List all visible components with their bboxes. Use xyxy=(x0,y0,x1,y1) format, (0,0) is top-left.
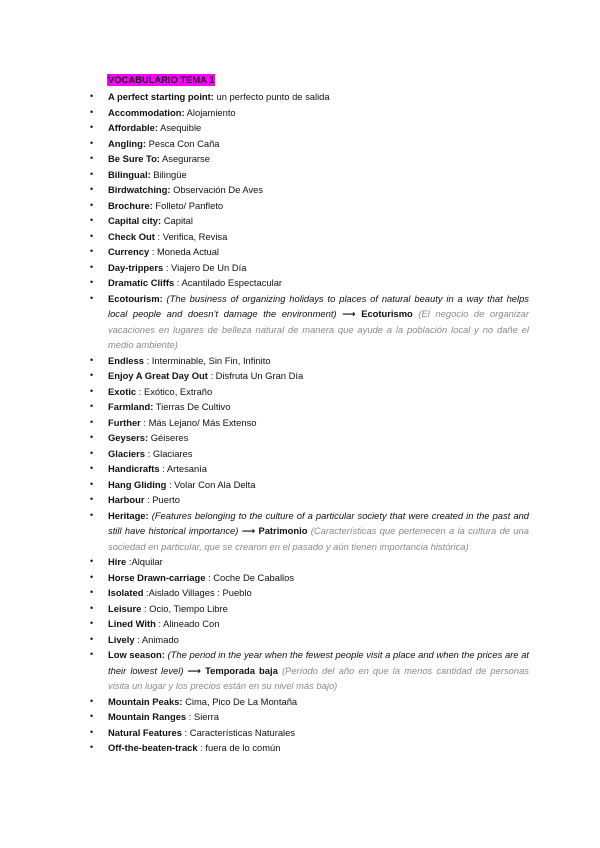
vocab-term: Low season: xyxy=(108,649,165,660)
vocab-translation: Tierras De Cultivo xyxy=(153,401,231,412)
arrow-icon: ⟶ xyxy=(183,664,206,676)
page-title: VOCABULARIO TEMA 1 xyxy=(108,74,215,85)
list-item xyxy=(90,198,529,214)
vocab-translation: : Características Naturales xyxy=(181,726,296,738)
list-item xyxy=(90,725,529,741)
vocab-translation: : Artesanía xyxy=(159,463,208,474)
vocab-term: Enjoy A Great Day Out xyxy=(108,370,208,381)
vocab-term: Dramatic Cliffs xyxy=(108,277,175,288)
bullet-icon: • xyxy=(90,711,94,721)
bullet-icon: • xyxy=(90,478,94,489)
bullet-icon: • xyxy=(90,215,94,225)
vocab-translation: Asegurarse xyxy=(159,153,210,164)
vocab-spanish-definition: (Características que pertenecen a la cultura de una sociedad en particular, que se crearon en el pasado y aún tienen importancia histórica) xyxy=(108,525,529,552)
bullet-icon: • xyxy=(90,122,94,132)
arrow-icon: ⟶ xyxy=(336,308,362,319)
list-item xyxy=(90,446,529,462)
bullet-icon: • xyxy=(90,277,94,287)
vocab-translation: : Viajero De Un Día xyxy=(163,261,247,273)
bullet-icon: • xyxy=(90,230,94,241)
list-item xyxy=(90,151,529,167)
vocab-term: Brochure: xyxy=(108,199,153,211)
vocab-term: Farmland: xyxy=(108,401,154,412)
vocab-translation: : Sierra xyxy=(186,711,219,722)
list-item xyxy=(90,260,529,276)
list-item xyxy=(90,105,529,121)
list-item xyxy=(90,570,529,586)
list-item xyxy=(90,353,529,369)
bullet-icon: • xyxy=(90,416,94,427)
vocab-term: Off-the-beaten-track xyxy=(108,742,198,753)
bullet-icon: • xyxy=(90,432,94,442)
vocab-term: Leisure xyxy=(108,602,142,614)
bullet-icon: • xyxy=(90,742,94,752)
bullet-icon: • xyxy=(90,649,94,659)
vocab-term: Be Sure To: xyxy=(108,153,160,164)
vocab-term: Affordable: xyxy=(108,122,158,133)
bullet-icon: • xyxy=(90,168,94,179)
vocab-translation: : fuera de lo común xyxy=(197,742,281,753)
bullet-icon: • xyxy=(90,726,94,737)
list-item xyxy=(90,477,529,493)
vocab-term: Birdwatching: xyxy=(108,184,171,195)
vocab-translation: Cima, Pico De La Montaña xyxy=(182,695,298,707)
vocab-term: Day-trippers xyxy=(108,261,164,273)
vocab-term: Hire xyxy=(108,556,127,567)
vocab-term: Currency xyxy=(108,246,150,257)
vocab-term: Check Out xyxy=(108,230,155,242)
list-item xyxy=(90,229,529,245)
list-item xyxy=(90,399,529,415)
arrow-icon: ⟶ xyxy=(238,525,259,536)
vocab-english-definition: (Features belonging to the culture of a particular society that were created in the past and still have historical importance) xyxy=(108,509,529,536)
bullet-icon: • xyxy=(90,292,94,303)
list-item xyxy=(90,585,529,601)
vocab-term: Accommodation: xyxy=(108,106,185,118)
vocab-translation: : Exótico, Extraño xyxy=(136,385,213,397)
list-item xyxy=(90,244,529,260)
list-item xyxy=(90,291,529,353)
list-item xyxy=(90,709,529,725)
bullet-icon: • xyxy=(90,199,94,210)
vocab-term: Glaciers xyxy=(108,447,146,459)
bullet-icon: • xyxy=(90,354,94,365)
list-item xyxy=(90,492,529,508)
vocab-translation: : Coche De Caballos xyxy=(205,571,295,583)
vocab-english-definition: (The business of organizing holidays to places of natural beauty in a way that helps local people and doesn’t damage the environment) xyxy=(108,292,529,319)
vocabulary-list xyxy=(0,89,600,756)
list-item xyxy=(90,136,529,152)
list-item xyxy=(90,740,529,756)
list-item xyxy=(90,601,529,617)
vocab-term: Handicrafts xyxy=(108,463,160,474)
vocab-translation: : Alineado Con xyxy=(155,618,220,629)
list-item xyxy=(90,461,529,477)
list-item xyxy=(90,508,529,555)
bullet-icon: • xyxy=(90,137,94,148)
vocab-term: Horse Drawn-carriage xyxy=(108,571,206,583)
vocab-translation: : Disfruta Un Gran Día xyxy=(207,370,304,381)
vocab-term: Further xyxy=(108,416,141,428)
bullet-icon: • xyxy=(90,571,94,582)
list-item xyxy=(90,213,529,229)
vocab-translation: :Alquilar xyxy=(126,556,163,567)
vocab-translation: : Animado xyxy=(134,633,179,645)
vocab-translation: : Interminable, Sin Fin, Infinito xyxy=(143,354,271,366)
bullet-icon: • xyxy=(90,153,94,163)
list-item xyxy=(90,415,529,431)
vocab-term: Mountain Peaks: xyxy=(108,695,183,707)
bullet-icon: • xyxy=(90,184,94,194)
list-item xyxy=(90,384,529,400)
list-item xyxy=(90,616,529,632)
vocab-term: A perfect starting point: xyxy=(108,91,214,102)
vocab-translation: Alojamiento xyxy=(184,106,236,118)
bullet-icon: • xyxy=(90,494,94,504)
bullet-icon: • xyxy=(90,695,94,706)
vocab-translation: Patrimonio xyxy=(258,525,308,536)
vocab-translation: : Ocio, Tiempo Libre xyxy=(141,602,228,614)
bullet-icon: • xyxy=(90,246,94,256)
list-item xyxy=(90,89,529,105)
list-item xyxy=(90,647,530,694)
vocab-translation: Asequible xyxy=(158,122,202,133)
vocab-term: Harbour xyxy=(108,494,145,505)
list-item xyxy=(90,694,529,710)
vocab-translation: Capital xyxy=(161,215,193,226)
vocab-translation: Folleto/ Panfleto xyxy=(152,199,224,211)
vocab-term: Natural Features xyxy=(108,726,182,738)
vocab-term: Lively xyxy=(108,633,135,645)
bullet-icon: • xyxy=(90,556,94,566)
bullet-icon: • xyxy=(90,633,94,644)
vocab-translation: : Más Lejano/ Más Extenso xyxy=(140,416,257,428)
bullet-icon: • xyxy=(90,618,94,628)
vocab-translation: Ecoturismo xyxy=(361,308,413,319)
list-item xyxy=(90,167,529,183)
bullet-icon: • xyxy=(90,509,94,520)
bullet-icon: • xyxy=(90,91,94,101)
vocab-term: Endless xyxy=(108,354,144,366)
vocab-spanish-definition: (El negocio de organizar vacaciones en lugares de belleza natural de manera que ayude a la población local y no dañe el medio ambiente) xyxy=(108,308,529,350)
vocab-term: Angling: xyxy=(108,137,147,149)
vocab-translation: :Aislado Villages : Pueblo xyxy=(143,587,252,598)
bullet-icon: • xyxy=(90,106,94,117)
vocab-term: Isolated xyxy=(108,587,144,598)
vocab-translation: Temporada baja xyxy=(205,664,278,676)
vocab-term: Exotic xyxy=(108,385,137,397)
bullet-icon: • xyxy=(90,401,94,411)
list-item xyxy=(90,275,529,291)
vocab-term: Lined With xyxy=(108,618,156,629)
vocab-translation: : Volar Con Ala Delta xyxy=(166,478,256,490)
vocab-translation: : Acantilado Espectacular xyxy=(174,277,283,288)
vocab-translation: Observación De Aves xyxy=(170,184,264,195)
list-item xyxy=(90,554,529,570)
list-item xyxy=(90,120,529,136)
vocab-translation: un perfecto punto de salida xyxy=(213,91,330,102)
vocab-translation: : Verifica, Revisa xyxy=(154,230,228,242)
vocab-translation: : Moneda Actual xyxy=(149,246,220,257)
list-item xyxy=(90,368,529,384)
bullet-icon: • xyxy=(90,385,94,396)
bullet-icon: • xyxy=(90,370,94,380)
vocab-english-definition: (The period in the year when the fewest people visit a place and when the prices are at their lowest level) xyxy=(108,649,530,676)
vocab-translation: : Puerto xyxy=(144,494,180,505)
vocab-spanish-definition: (Período del año en que la menos cantidad de personas visita un lugar y los precios están en su nivel más bajo) xyxy=(108,664,529,691)
vocab-translation: Bilingüe xyxy=(150,168,187,180)
bullet-icon: • xyxy=(90,261,94,272)
vocab-term: Ecotourism: xyxy=(108,292,163,304)
vocab-term: Geysers: xyxy=(108,432,149,443)
list-item xyxy=(90,430,529,446)
vocab-term: Capital city: xyxy=(108,215,162,226)
vocab-term: Heritage: xyxy=(108,509,149,521)
vocab-translation: Pesca Con Caña xyxy=(146,137,220,149)
bullet-icon: • xyxy=(90,447,94,458)
vocab-translation: Géiseres xyxy=(148,432,189,443)
list-item xyxy=(90,632,529,648)
bullet-icon: • xyxy=(90,587,94,597)
vocab-term: Mountain Ranges xyxy=(108,711,187,722)
vocab-term: Hang Gliding xyxy=(108,478,167,490)
vocab-term: Bilingual: xyxy=(108,168,151,180)
bullet-icon: • xyxy=(90,602,94,613)
list-item xyxy=(90,182,529,198)
bullet-icon: • xyxy=(90,463,94,473)
vocab-translation: : Glaciares xyxy=(145,447,193,459)
